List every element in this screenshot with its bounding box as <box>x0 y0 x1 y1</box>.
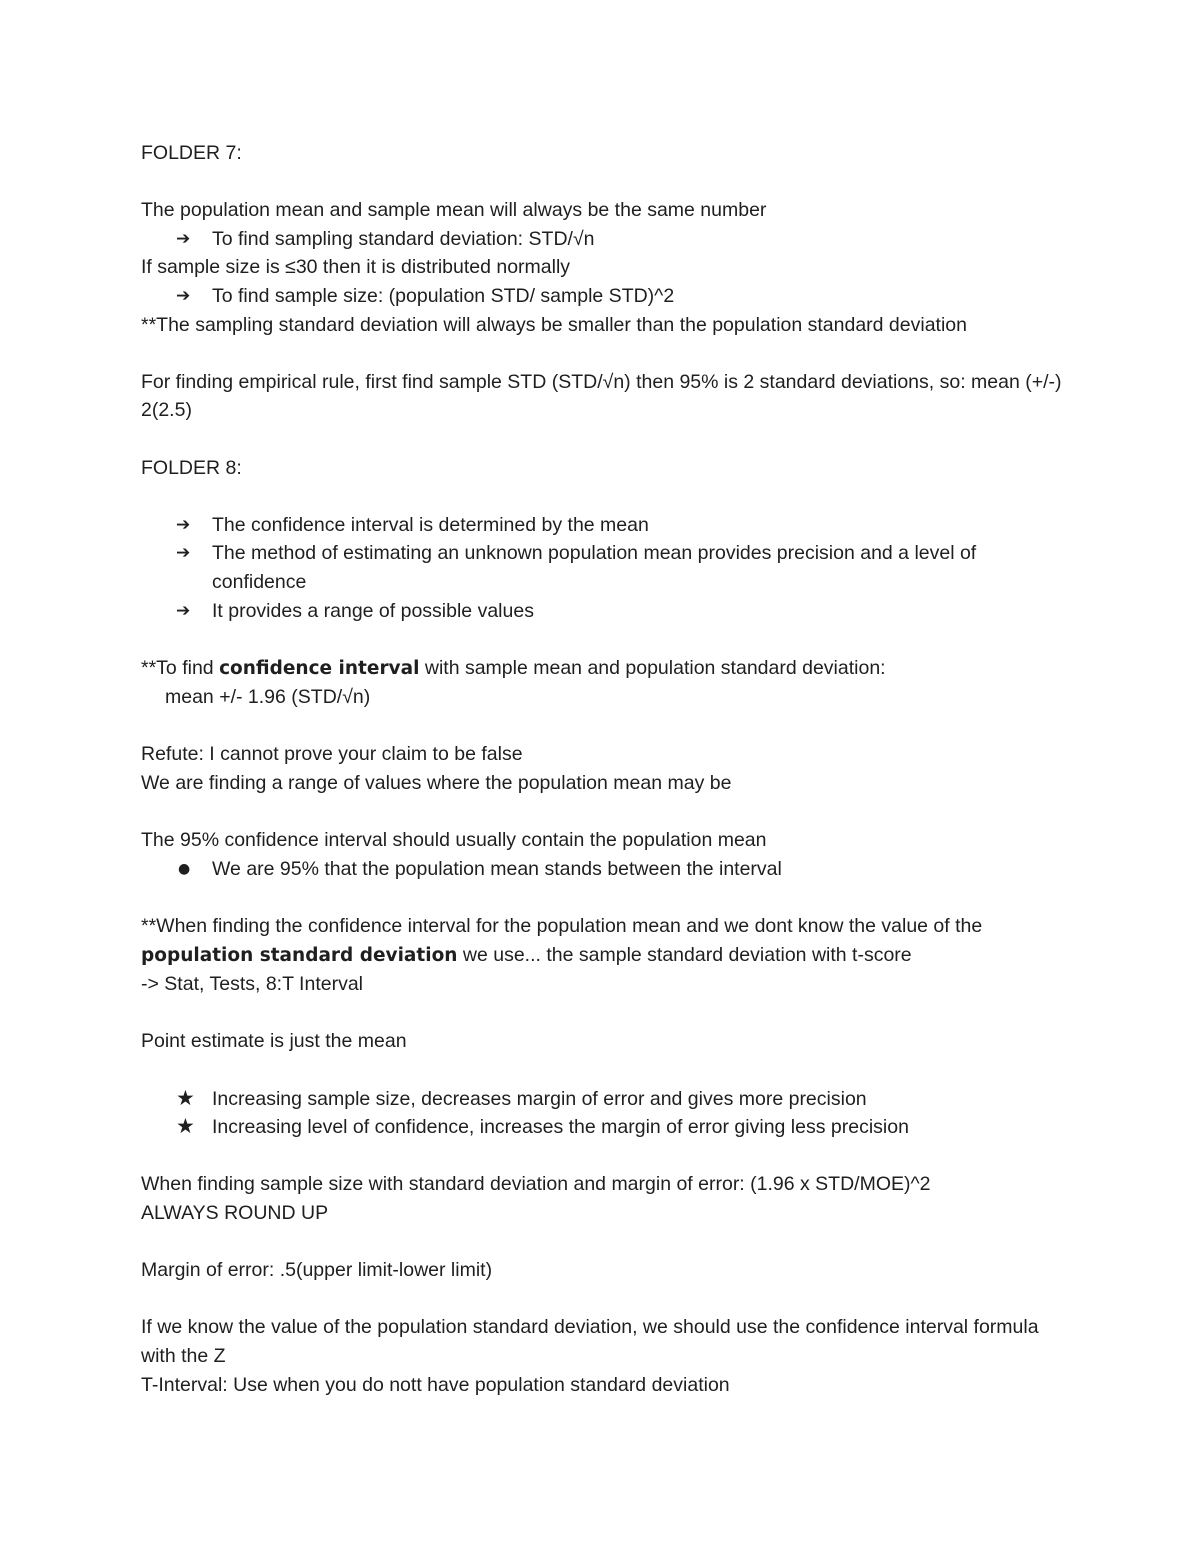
folder7-bullet2: To find sample size: (population STD/ sample STD)^2 <box>212 284 675 307</box>
ci95-line: The 95% confidence interval should usually contain the population mean <box>141 829 767 852</box>
calc-path: -> Stat, Tests, 8:T Interval <box>141 973 364 996</box>
unknown-prefix: **When finding the confidence interval for the population mean and we dont know the value of the <box>141 915 983 938</box>
folder8-heading: FOLDER 8: <box>141 456 242 479</box>
arrow-icon: ➔ <box>176 600 191 621</box>
document-page <box>141 139 1081 1399</box>
point-estimate: Point estimate is just the mean <box>141 1030 407 1053</box>
t-interval-line: T-Interval: Use when you do nott have population standard deviation <box>141 1373 730 1396</box>
moe-line: Margin of error: .5(upper limit-lower limit) <box>141 1259 493 1282</box>
list-item <box>141 1113 1081 1142</box>
folder8-bullet: It provides a range of possible values <box>212 599 534 622</box>
ci-bold: confidence interval <box>219 657 420 679</box>
star-bullet: Increasing sample size, decreases margin of error and gives more precision <box>212 1087 867 1110</box>
round-up-line: ALWAYS ROUND UP <box>141 1201 329 1224</box>
arrow-icon: ➔ <box>176 543 191 564</box>
folder7-bullet1: To find sampling standard deviation: STD/√n <box>212 227 595 250</box>
known-sd-paragraph: If we know the value of the population standard deviation, we should use the confidence interval formula with the Z <box>141 1316 1039 1367</box>
star-icon: ★ <box>176 1085 195 1110</box>
ci-formula: mean +/- 1.96 (STD/√n) <box>165 686 371 709</box>
star-icon: ★ <box>176 1114 195 1139</box>
arrow-icon: ➔ <box>176 514 191 535</box>
range-line: We are finding a range of values where the population mean may be <box>141 772 732 795</box>
folder8-bullet: The method of estimating an unknown population mean provides precision and a level of confidence <box>212 542 977 593</box>
folder7-line2: If sample size is ≤30 then it is distributed normally <box>141 256 571 279</box>
unknown-bold: population standard deviation <box>141 944 458 966</box>
arrow-icon: ➔ <box>176 285 191 306</box>
folder7-line3: **The sampling standard deviation will always be smaller than the population standard deviation <box>141 313 967 336</box>
list-item <box>141 282 1081 311</box>
star-bullet: Increasing level of confidence, increases the margin of error giving less precision <box>212 1116 909 1139</box>
unknown-suffix: we use... the sample standard deviation with t-score <box>457 943 912 966</box>
ci95-bullet: We are 95% that the population mean stands between the interval <box>212 857 782 880</box>
unknown-sd-paragraph <box>141 912 1051 970</box>
list-item <box>141 855 1081 884</box>
folder7-empirical: For finding empirical rule, first find sample STD (STD/√n) then 95% is 2 standard deviations, so: mean (+/-) 2(2.5) <box>141 370 1062 422</box>
folder7-line1: The population mean and sample mean will always be the same number <box>141 199 767 222</box>
ci-instruction <box>141 654 1081 684</box>
folder8-bullet: The confidence interval is determined by the mean <box>212 513 649 536</box>
ci-suffix: with sample mean and population standard deviation: <box>419 656 886 679</box>
sample-size-line: When finding sample size with standard deviation and margin of error: (1.96 x STD/MOE)^2 <box>141 1173 931 1196</box>
folder7-heading: FOLDER 7: <box>141 142 242 164</box>
refute-line: Refute: I cannot prove your claim to be false <box>141 743 523 766</box>
list-item <box>141 225 1081 254</box>
list-item <box>141 511 1081 540</box>
bullet-dot-icon: ● <box>178 860 191 877</box>
list-item <box>141 1085 1081 1114</box>
arrow-icon: ➔ <box>176 228 191 249</box>
list-item <box>141 539 1062 596</box>
list-item <box>141 597 1081 626</box>
ci-prefix: **To find <box>141 656 220 679</box>
